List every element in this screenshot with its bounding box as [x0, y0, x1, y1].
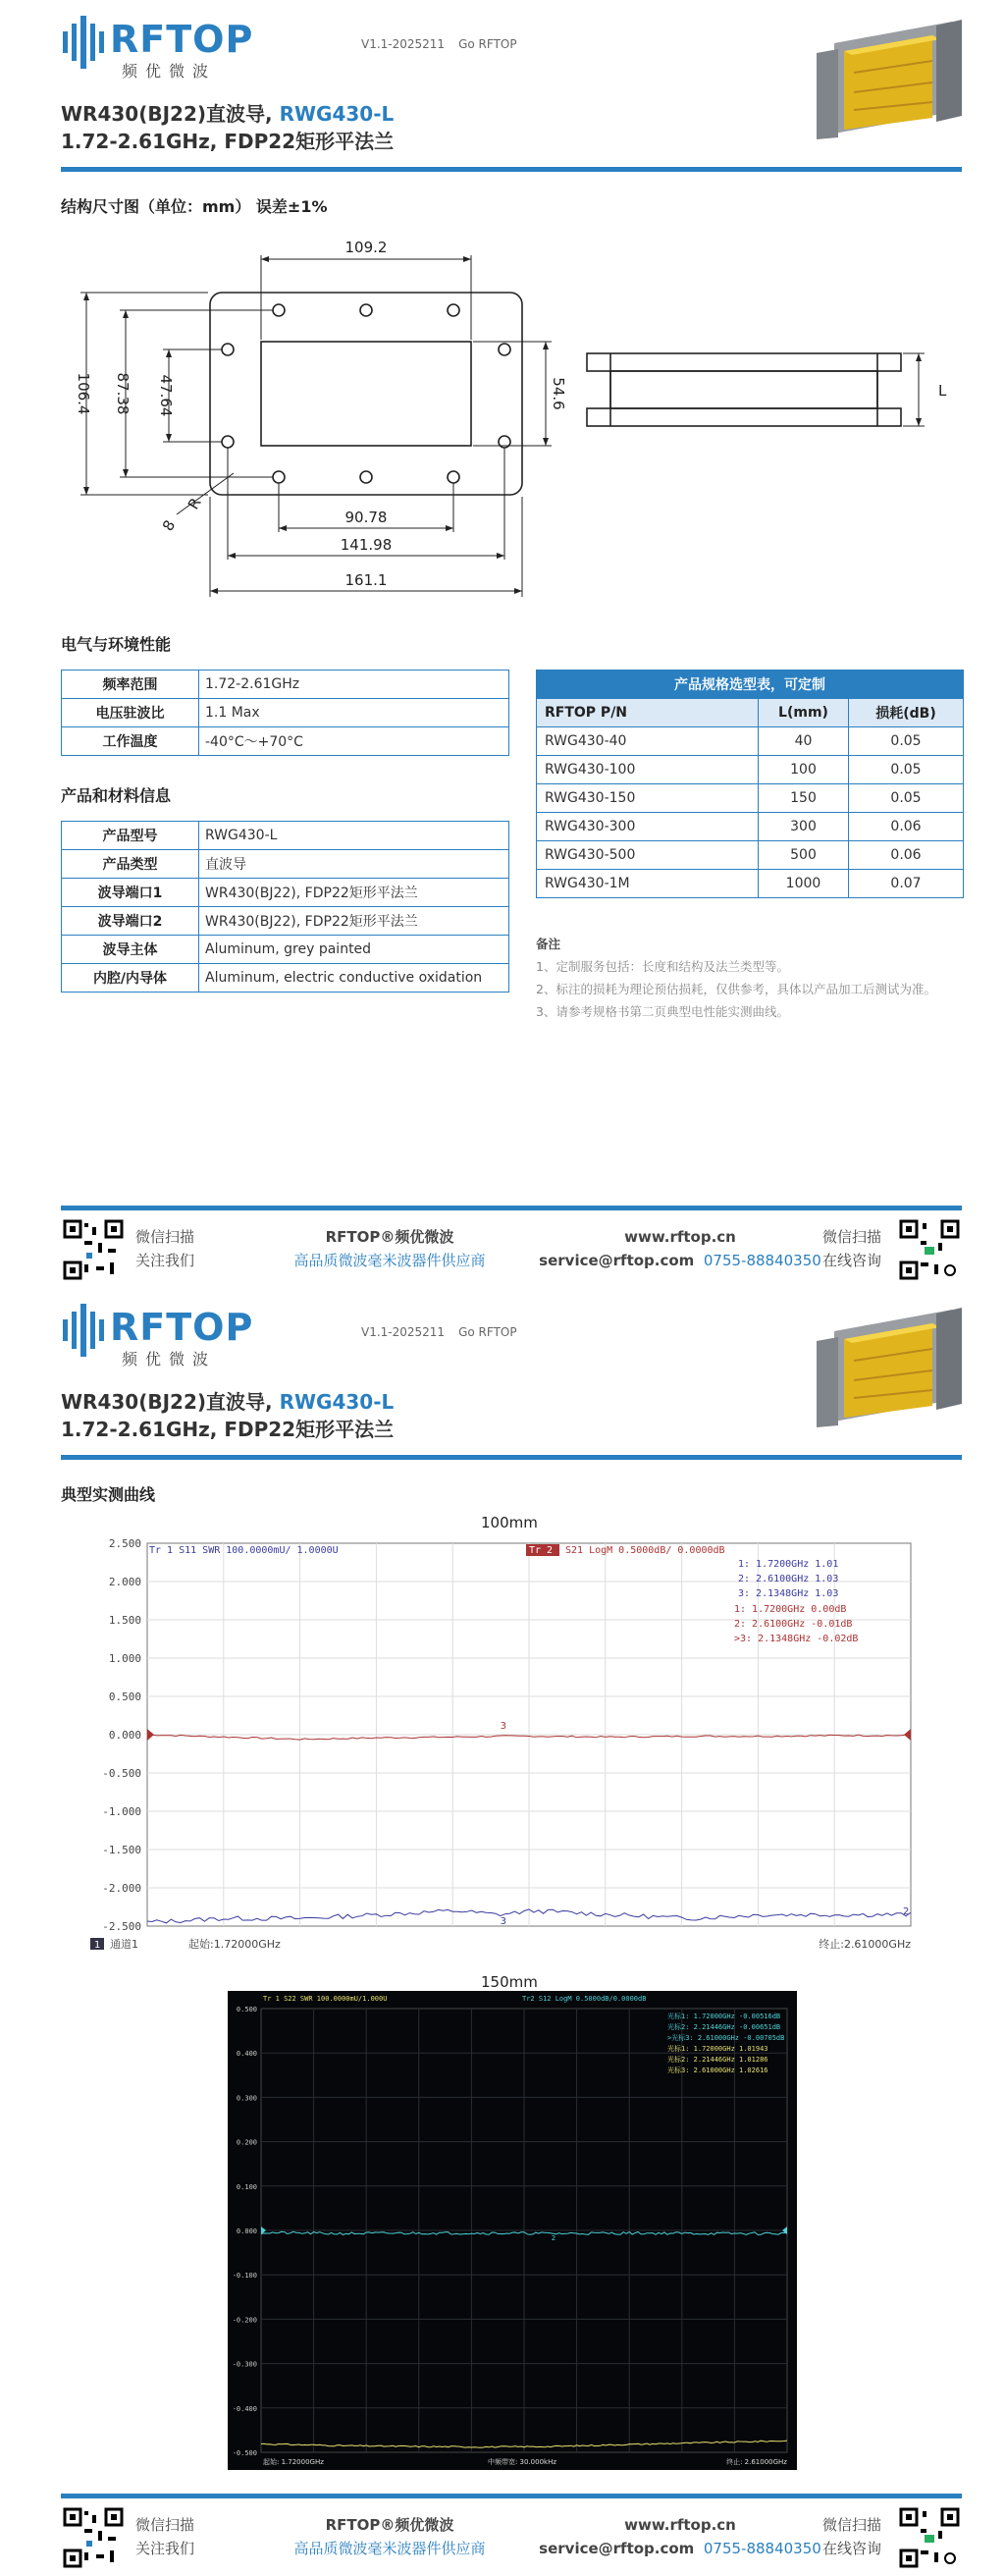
cell-loss: 0.06 [849, 813, 964, 841]
start-label: 起始:1.72000GHz [188, 1938, 281, 1951]
cell-length: 40 [759, 727, 849, 756]
y-tick-label: 2.500 [108, 1537, 141, 1550]
spec-key: 产品类型 [62, 850, 199, 879]
version-label: V1.1-2025211 [361, 37, 446, 51]
channel-label: 通道1 [110, 1938, 138, 1951]
dim-width-mid: 141.98 [340, 536, 393, 554]
footer-scan-text: 微信扫描 [822, 1228, 882, 1246]
product-subtitle: 1.72-2.61GHz, FDP22矩形平法兰 [61, 130, 395, 153]
cell-length: 150 [759, 784, 849, 813]
ifbw-label: 中频带宽: 30.000kHz [487, 2458, 557, 2466]
y-tick-label: 0.500 [236, 2006, 257, 2013]
trace2-label: Tr2 S12 LogM 0.5000dB/0.0000dB [522, 1995, 647, 2003]
product-subtitle: 1.72-2.61GHz, FDP22矩形平法兰 [61, 1418, 395, 1441]
cell-pn: RWG430-40 [537, 727, 759, 756]
y-tick-label: -0.300 [232, 2360, 257, 2369]
marker-2-label: 2 [551, 2234, 556, 2242]
cell-pn: RWG430-100 [537, 756, 759, 784]
footer-company-name: RFTOP®频优微波 [325, 1228, 454, 1246]
spec-page-2 [0, 1288, 1005, 2576]
dim-top-width: 109.2 [344, 239, 388, 256]
cell-length: 300 [759, 813, 849, 841]
start-label: 起始: 1.72000GHz [263, 2458, 324, 2466]
footer-phone: 0755-88840350 [703, 2540, 821, 2557]
spec-value: 直波导 [199, 850, 509, 879]
trace1-label: Tr 1 S22 SWR 100.0000mU/1.000U [263, 1995, 388, 2003]
table-row [537, 756, 964, 784]
y-tick-label: -0.100 [232, 2272, 257, 2281]
spec-value: WR430(BJ22), FDP22矩形平法兰 [199, 907, 509, 936]
logo-mark-icon [61, 14, 108, 71]
footer-scan-text: 微信扫描 [135, 2516, 195, 2534]
cell-loss: 0.06 [849, 841, 964, 870]
version-info [361, 37, 517, 51]
y-tick-label: 2.000 [108, 1576, 141, 1588]
drawing-heading: 结构尺寸图（单位：mm） 误差±1% [61, 197, 328, 216]
footer-contact [538, 1225, 822, 1272]
product-image [815, 1302, 964, 1429]
cell-length: 500 [759, 841, 849, 870]
footer-wechat-left [135, 1225, 194, 1272]
y-tick-label: -2.000 [102, 1882, 141, 1895]
dim-side-length: L [938, 382, 947, 400]
material-heading: 产品和材料信息 [61, 786, 172, 805]
table-row [537, 784, 964, 813]
marker-3-label: 3 [500, 1721, 506, 1732]
footer-website[interactable]: www.rftop.cn [624, 2516, 736, 2534]
product-image [815, 14, 964, 141]
spec-value: -40°C～+70°C [199, 727, 509, 756]
logo-text: RFTOP [110, 1306, 254, 1349]
qr-code-icon[interactable] [899, 2507, 960, 2568]
table-row [537, 813, 964, 841]
dim-height-mid: 87.38 [114, 372, 132, 415]
spec-key: 波导端口1 [62, 879, 199, 907]
footer-divider [61, 1206, 962, 1210]
chart2-title: 150mm [481, 1973, 538, 1991]
cell-loss: 0.05 [849, 784, 964, 813]
table-row [62, 727, 509, 756]
y-tick-label: 0.300 [236, 2094, 257, 2103]
footer-slogan: 高品质微波毫米波器件供应商 [293, 1252, 486, 1269]
y-tick-label: -2.500 [102, 1920, 141, 1933]
footer [61, 1215, 962, 1284]
col-header-length: L(mm) [759, 699, 849, 727]
selection-table [536, 670, 964, 898]
table-row [537, 870, 964, 898]
rftop-logo [61, 10, 267, 79]
footer-phone: 0755-88840350 [703, 1252, 821, 1269]
channel-number: 1 [94, 1940, 101, 1951]
logo-cn-text: 频优微波 [122, 62, 217, 80]
y-tick-label: 0.000 [108, 1729, 141, 1742]
cell-length: 100 [759, 756, 849, 784]
spec-value: 1.1 Max [199, 699, 509, 727]
notes-block [536, 933, 964, 1023]
footer-follow-text: 关注我们 [135, 2540, 195, 2557]
spec-value: Aluminum, grey painted [199, 936, 509, 964]
cell-pn: RWG430-300 [537, 813, 759, 841]
marker-readout: 2: 2.6100GHz -0.01dB [734, 1619, 853, 1630]
y-tick-label: 0.200 [236, 2138, 257, 2147]
note-item: 1、定制服务包括：长度和结构及法兰类型等。 [536, 959, 789, 974]
trace2-label: S21 LogM 0.5000dB/ 0.0000dB [565, 1545, 725, 1556]
cell-pn: RWG430-150 [537, 784, 759, 813]
logo-mark-icon [61, 1302, 108, 1359]
marker-readout: 光标2: 2.21446GHz 1.01286 [667, 2056, 768, 2064]
y-tick-label: 0.100 [236, 2182, 257, 2191]
qr-code-icon[interactable] [899, 1219, 960, 1280]
spec-key: 电压驻波比 [62, 699, 199, 727]
qr-code-icon[interactable] [63, 1219, 124, 1280]
footer-wechat-right [822, 2513, 881, 2560]
product-title [61, 98, 394, 127]
y-tick-label: -0.400 [232, 2404, 257, 2413]
footer-company [267, 2513, 512, 2560]
footer-scan-text: 微信扫描 [822, 2516, 882, 2534]
marker-readout: >3: 2.1348GHz -0.02dB [734, 1634, 859, 1644]
dim-hole-span: 90.78 [344, 509, 388, 526]
brand-label: Go RFTOP [458, 37, 517, 51]
marker-2-label: 2 [903, 1906, 910, 1917]
material-table [61, 821, 509, 993]
spec-key: 产品型号 [62, 822, 199, 850]
marker-readout: 光标3: 2.61000GHz 1.02616 [667, 2066, 768, 2074]
marker-3-label: 3 [500, 1916, 506, 1927]
footer-divider [61, 2494, 962, 2498]
title-model: RWG430-L [279, 102, 395, 126]
y-tick-label: 0.500 [108, 1690, 141, 1703]
header-divider [61, 1455, 962, 1460]
col-header-pn: RFTOP P/N [537, 699, 759, 727]
spec-value: RWG430-L [199, 822, 509, 850]
footer-slogan: 高品质微波毫米波器件供应商 [293, 2540, 486, 2557]
marker-readout: 3: 2.1348GHz 1.03 [738, 1588, 839, 1599]
spec-value: 1.72-2.61GHz [199, 671, 509, 699]
table-row [62, 907, 509, 936]
y-tick-label: 0.400 [236, 2050, 257, 2059]
logo-text: RFTOP [110, 18, 254, 61]
marker-readout: >光标3: 2.61000GHz -0.00705dB [667, 2034, 785, 2042]
spec-key: 频率范围 [62, 671, 199, 699]
y-tick-label: -0.200 [232, 2316, 257, 2325]
table-row [537, 727, 964, 756]
footer-consult-text: 在线咨询 [822, 1252, 882, 1269]
stop-label: 终止: 2.61000GHz [726, 2458, 787, 2466]
marker-readout: 2: 2.6100GHz 1.03 [738, 1574, 839, 1584]
y-tick-label: -0.500 [232, 2449, 257, 2457]
title-prefix: WR430(BJ22)直波导, [61, 102, 280, 126]
trace2-tag: Tr 2 [529, 1545, 554, 1556]
footer-email[interactable]: service@rftop.com [539, 2540, 695, 2557]
curves-heading: 典型实测曲线 [61, 1485, 156, 1504]
version-info [361, 1325, 517, 1339]
marker-readout: 1: 1.7200GHz 1.01 [738, 1559, 839, 1570]
title-model: RWG430-L [279, 1390, 395, 1414]
brand-label: Go RFTOP [458, 1325, 517, 1339]
chart1-title: 100mm [481, 1514, 538, 1531]
spec-key: 工作温度 [62, 727, 199, 756]
stop-label: 终止:2.61000GHz [819, 1938, 911, 1951]
y-tick-label: 1.000 [108, 1652, 141, 1665]
qr-code-icon[interactable] [63, 2507, 124, 2568]
footer-email[interactable]: service@rftop.com [539, 1252, 695, 1269]
note-item: 3、请参考规格书第二页典型电性能实测曲线。 [536, 1004, 789, 1019]
note-item: 2、标注的损耗为理论预估损耗，仅供参考，具体以产品加工后测试为准。 [536, 982, 936, 996]
table-row [62, 699, 509, 727]
spec-key: 内腔/内导体 [62, 964, 199, 993]
product-title [61, 1386, 394, 1415]
table-row [62, 879, 509, 907]
dim-height-inner: 47.64 [157, 374, 175, 417]
footer-consult-text: 在线咨询 [822, 2540, 882, 2557]
marker-readout: 光标1: 1.72000GHz 1.01943 [667, 2045, 768, 2053]
spec-value: Aluminum, electric conductive oxidation [199, 964, 509, 993]
table-row [62, 936, 509, 964]
trace1-label: Tr 1 S11 SWR 100.0000mU/ 1.0000U [149, 1545, 339, 1556]
footer-website[interactable]: www.rftop.cn [624, 1228, 736, 1246]
spec-key: 波导主体 [62, 936, 199, 964]
dim-width-outer: 161.1 [344, 571, 388, 589]
footer-company-name: RFTOP®频优微波 [325, 2516, 454, 2534]
marker-readout: 光标2: 2.21446GHz -0.00651dB [667, 2023, 781, 2031]
footer-follow-text: 关注我们 [135, 1252, 195, 1269]
y-tick-label: 0.000 [236, 2227, 257, 2235]
footer-wechat-left [135, 2513, 194, 2560]
marker-readout: 1: 1.7200GHz 0.00dB [734, 1604, 847, 1615]
marker-readout: 光标1: 1.72000GHz -0.00516dB [667, 2012, 781, 2020]
logo-cn-text: 频优微波 [122, 1350, 217, 1368]
cell-length: 1000 [759, 870, 849, 898]
cell-loss: 0.05 [849, 727, 964, 756]
electrical-heading: 电气与环境性能 [61, 635, 172, 654]
footer-contact [538, 2513, 822, 2560]
spec-key: 波导端口2 [62, 907, 199, 936]
dim-right-height: 54.6 [550, 377, 567, 410]
cell-pn: RWG430-500 [537, 841, 759, 870]
footer-scan-text: 微信扫描 [135, 1228, 195, 1246]
rftop-logo [61, 1298, 267, 1367]
y-tick-label: 1.500 [108, 1614, 141, 1627]
header-divider [61, 167, 962, 172]
notes-title: 备注 [536, 937, 561, 951]
chart-100mm [61, 1531, 944, 1963]
y-tick-label: -0.500 [102, 1767, 141, 1780]
y-tick-label: -1.500 [102, 1844, 141, 1856]
table-row [62, 850, 509, 879]
cell-loss: 0.05 [849, 756, 964, 784]
cell-pn: RWG430-1M [537, 870, 759, 898]
selection-caption: 产品规格选型表，可定制 [537, 671, 964, 699]
spec-value: WR430(BJ22), FDP22矩形平法兰 [199, 879, 509, 907]
dim-radius: R [184, 494, 205, 512]
footer [61, 2503, 962, 2572]
chart-150mm [228, 1991, 797, 2470]
table-row [62, 964, 509, 993]
footer-company [267, 1225, 512, 1272]
table-row [62, 822, 509, 850]
version-label: V1.1-2025211 [361, 1325, 446, 1339]
cell-loss: 0.07 [849, 870, 964, 898]
dim-corner: 8 [158, 516, 180, 534]
y-tick-label: -1.000 [102, 1805, 141, 1818]
title-prefix: WR430(BJ22)直波导, [61, 1390, 280, 1414]
dim-height-outer: 106.4 [75, 372, 92, 415]
table-row [537, 841, 964, 870]
col-header-loss: 损耗(dB) [849, 699, 964, 727]
dimension-drawing [61, 226, 964, 609]
footer-wechat-right [822, 1225, 881, 1272]
table-row [62, 671, 509, 699]
electrical-table [61, 670, 509, 756]
